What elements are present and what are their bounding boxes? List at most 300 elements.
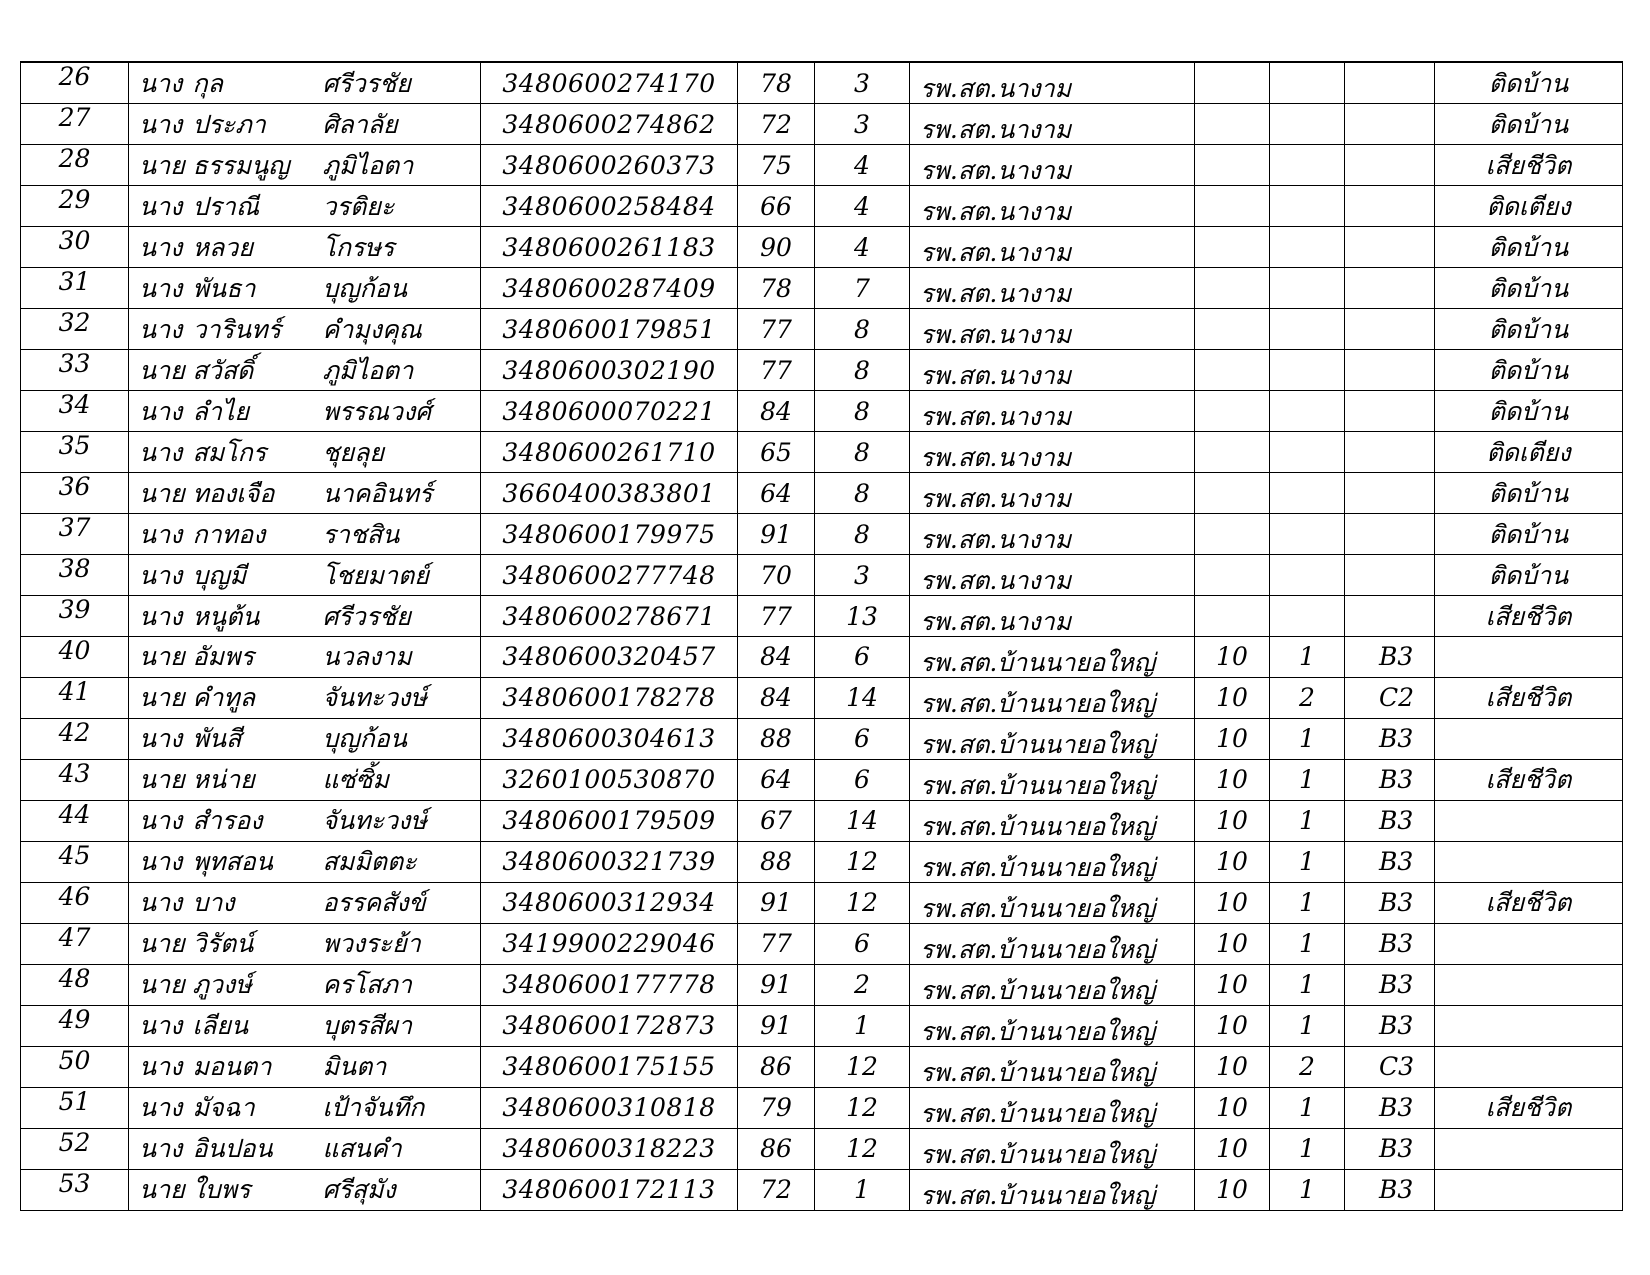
hospital-name-cell: รพ.สต.นางาม xyxy=(910,432,1195,473)
hospital-name-cell: รพ.สต.นางาม xyxy=(910,555,1195,596)
first-name-cell: มอนตา xyxy=(189,1047,319,1088)
row-number-cell: 31 xyxy=(21,268,129,309)
village-number-cell: 12 xyxy=(815,842,910,883)
group-code-cell: B3 xyxy=(1345,1088,1435,1129)
value-b-cell: 2 xyxy=(1270,1047,1345,1088)
age-cell: 66 xyxy=(738,186,815,227)
table-row xyxy=(21,473,1623,514)
age-cell: 72 xyxy=(738,1170,815,1211)
citizen-id-cell: 3480600318223 xyxy=(481,1129,738,1170)
group-code-cell: B3 xyxy=(1345,637,1435,678)
status-cell xyxy=(1435,1047,1623,1088)
value-b-cell: 1 xyxy=(1270,637,1345,678)
age-cell: 86 xyxy=(738,1129,815,1170)
table-row xyxy=(21,924,1623,965)
last-name-cell: โชยมาตย์ xyxy=(319,555,481,596)
age-cell: 70 xyxy=(738,555,815,596)
group-code-cell xyxy=(1345,350,1435,391)
last-name-cell: นวลงาม xyxy=(319,637,481,678)
hospital-name-cell: รพ.สต.บ้านนายอใหญ่ xyxy=(910,637,1195,678)
last-name-cell: พรรณวงศ์ xyxy=(319,391,481,432)
citizen-id-cell: 3480600175155 xyxy=(481,1047,738,1088)
hospital-name-cell: รพ.สต.นางาม xyxy=(910,227,1195,268)
status-cell: ติดบ้าน xyxy=(1435,309,1623,350)
first-name-cell: ใบพร xyxy=(189,1170,319,1211)
name-title-cell: นาย xyxy=(129,473,189,514)
village-number-cell: 2 xyxy=(815,965,910,1006)
value-a-cell: 10 xyxy=(1195,1006,1270,1047)
citizen-id-cell: 3480600172113 xyxy=(481,1170,738,1211)
last-name-cell: ศรีสุมัง xyxy=(319,1170,481,1211)
status-cell xyxy=(1435,637,1623,678)
table-row xyxy=(21,555,1623,596)
row-number-cell: 49 xyxy=(21,1006,129,1047)
village-number-cell: 1 xyxy=(815,1006,910,1047)
row-number-cell: 32 xyxy=(21,309,129,350)
status-cell xyxy=(1435,965,1623,1006)
village-number-cell: 12 xyxy=(815,883,910,924)
last-name-cell: ครโสภา xyxy=(319,965,481,1006)
table-row xyxy=(21,391,1623,432)
status-cell: ติดเตียง xyxy=(1435,186,1623,227)
group-code-cell xyxy=(1345,268,1435,309)
village-number-cell: 4 xyxy=(815,227,910,268)
status-cell: ติดบ้าน xyxy=(1435,514,1623,555)
last-name-cell: แสนคำ xyxy=(319,1129,481,1170)
last-name-cell: ภูมิไอตา xyxy=(319,350,481,391)
first-name-cell: สวัสดิ์ xyxy=(189,350,319,391)
age-cell: 67 xyxy=(738,801,815,842)
first-name-cell: ปราณี xyxy=(189,186,319,227)
name-title-cell: นาย xyxy=(129,760,189,801)
status-cell xyxy=(1435,924,1623,965)
citizen-id-cell: 3480600274170 xyxy=(481,62,738,104)
row-number-cell: 48 xyxy=(21,965,129,1006)
value-b-cell: 1 xyxy=(1270,883,1345,924)
citizen-id-cell: 3419900229046 xyxy=(481,924,738,965)
value-b-cell: 1 xyxy=(1270,924,1345,965)
hospital-name-cell: รพ.สต.นางาม xyxy=(910,309,1195,350)
age-cell: 84 xyxy=(738,637,815,678)
first-name-cell: บุญมี xyxy=(189,555,319,596)
village-number-cell: 4 xyxy=(815,186,910,227)
name-title-cell: นาย xyxy=(129,637,189,678)
age-cell: 77 xyxy=(738,309,815,350)
table-row xyxy=(21,1006,1623,1047)
value-a-cell: 10 xyxy=(1195,1047,1270,1088)
table-row xyxy=(21,842,1623,883)
citizen-id-cell: 3480600258484 xyxy=(481,186,738,227)
name-title-cell: นาย xyxy=(129,924,189,965)
group-code-cell: B3 xyxy=(1345,883,1435,924)
village-number-cell: 6 xyxy=(815,719,910,760)
value-a-cell: 10 xyxy=(1195,883,1270,924)
citizen-id-cell: 3480600179509 xyxy=(481,801,738,842)
table-row xyxy=(21,104,1623,145)
value-a-cell: 10 xyxy=(1195,924,1270,965)
group-code-cell: C3 xyxy=(1345,1047,1435,1088)
last-name-cell: วรติยะ xyxy=(319,186,481,227)
row-number-cell: 44 xyxy=(21,801,129,842)
row-number-cell: 50 xyxy=(21,1047,129,1088)
first-name-cell: ประภา xyxy=(189,104,319,145)
value-b-cell xyxy=(1270,309,1345,350)
status-cell xyxy=(1435,1129,1623,1170)
first-name-cell: สำรอง xyxy=(189,801,319,842)
village-number-cell: 1 xyxy=(815,1170,910,1211)
village-number-cell: 8 xyxy=(815,432,910,473)
last-name-cell: บุญก้อน xyxy=(319,719,481,760)
value-b-cell: 1 xyxy=(1270,965,1345,1006)
table-row xyxy=(21,309,1623,350)
village-number-cell: 3 xyxy=(815,104,910,145)
row-number-cell: 38 xyxy=(21,555,129,596)
name-title-cell: นาย xyxy=(129,1170,189,1211)
village-number-cell: 6 xyxy=(815,760,910,801)
table-row xyxy=(21,1088,1623,1129)
group-code-cell: C2 xyxy=(1345,678,1435,719)
value-a-cell xyxy=(1195,596,1270,637)
age-cell: 79 xyxy=(738,1088,815,1129)
group-code-cell xyxy=(1345,391,1435,432)
last-name-cell: ราชสิน xyxy=(319,514,481,555)
value-b-cell xyxy=(1270,62,1345,104)
last-name-cell: ศิลาลัย xyxy=(319,104,481,145)
first-name-cell: บาง xyxy=(189,883,319,924)
value-a-cell: 10 xyxy=(1195,1129,1270,1170)
value-a-cell: 10 xyxy=(1195,637,1270,678)
citizen-id-cell: 3480600287409 xyxy=(481,268,738,309)
village-number-cell: 3 xyxy=(815,62,910,104)
table-row xyxy=(21,1129,1623,1170)
last-name-cell: อรรคสังข์ xyxy=(319,883,481,924)
name-title-cell: นาง xyxy=(129,801,189,842)
status-cell: ติดบ้าน xyxy=(1435,350,1623,391)
row-number-cell: 41 xyxy=(21,678,129,719)
value-b-cell xyxy=(1270,227,1345,268)
village-number-cell: 7 xyxy=(815,268,910,309)
village-number-cell: 12 xyxy=(815,1129,910,1170)
value-b-cell: 1 xyxy=(1270,760,1345,801)
row-number-cell: 35 xyxy=(21,432,129,473)
hospital-name-cell: รพ.สต.นางาม xyxy=(910,268,1195,309)
hospital-name-cell: รพ.สต.บ้านนายอใหญ่ xyxy=(910,719,1195,760)
village-number-cell: 6 xyxy=(815,924,910,965)
hospital-name-cell: รพ.สต.นางาม xyxy=(910,104,1195,145)
age-cell: 86 xyxy=(738,1047,815,1088)
citizen-id-cell: 3480600260373 xyxy=(481,145,738,186)
first-name-cell: พันสี xyxy=(189,719,319,760)
name-title-cell: นาง xyxy=(129,1129,189,1170)
citizen-id-cell: 3480600278671 xyxy=(481,596,738,637)
age-cell: 75 xyxy=(738,145,815,186)
row-number-cell: 37 xyxy=(21,514,129,555)
group-code-cell: B3 xyxy=(1345,842,1435,883)
last-name-cell: ชุยลุย xyxy=(319,432,481,473)
hospital-name-cell: รพ.สต.นางาม xyxy=(910,62,1195,104)
table-row xyxy=(21,719,1623,760)
name-title-cell: นาง xyxy=(129,1006,189,1047)
age-cell: 91 xyxy=(738,883,815,924)
row-number-cell: 36 xyxy=(21,473,129,514)
name-title-cell: นาย xyxy=(129,145,189,186)
village-number-cell: 8 xyxy=(815,514,910,555)
group-code-cell: B3 xyxy=(1345,1006,1435,1047)
citizen-id-cell: 3480600274862 xyxy=(481,104,738,145)
age-cell: 84 xyxy=(738,678,815,719)
age-cell: 91 xyxy=(738,965,815,1006)
value-b-cell xyxy=(1270,514,1345,555)
citizen-id-cell: 3480600261710 xyxy=(481,432,738,473)
name-title-cell: นาง xyxy=(129,514,189,555)
status-cell: เสียชีวิต xyxy=(1435,760,1623,801)
value-b-cell xyxy=(1270,473,1345,514)
hospital-name-cell: รพ.สต.บ้านนายอใหญ่ xyxy=(910,801,1195,842)
first-name-cell: อินปอน xyxy=(189,1129,319,1170)
name-title-cell: นาย xyxy=(129,350,189,391)
row-number-cell: 26 xyxy=(21,62,129,104)
first-name-cell: มัจฉา xyxy=(189,1088,319,1129)
value-a-cell: 10 xyxy=(1195,1170,1270,1211)
citizen-id-cell: 3480600312934 xyxy=(481,883,738,924)
group-code-cell: B3 xyxy=(1345,1170,1435,1211)
group-code-cell xyxy=(1345,555,1435,596)
group-code-cell xyxy=(1345,62,1435,104)
name-title-cell: นาง xyxy=(129,104,189,145)
citizen-id-cell: 3480600179975 xyxy=(481,514,738,555)
name-title-cell: นาง xyxy=(129,186,189,227)
row-number-cell: 34 xyxy=(21,391,129,432)
first-name-cell: ลำไย xyxy=(189,391,319,432)
status-cell xyxy=(1435,842,1623,883)
citizen-id-cell: 3660400383801 xyxy=(481,473,738,514)
hospital-name-cell: รพ.สต.นางาม xyxy=(910,186,1195,227)
name-title-cell: นาง xyxy=(129,227,189,268)
value-b-cell xyxy=(1270,268,1345,309)
table-row xyxy=(21,227,1623,268)
last-name-cell: ศรีวรชัย xyxy=(319,62,481,104)
village-number-cell: 6 xyxy=(815,637,910,678)
status-cell: ติดบ้าน xyxy=(1435,227,1623,268)
first-name-cell: กาทอง xyxy=(189,514,319,555)
group-code-cell: B3 xyxy=(1345,965,1435,1006)
table-row xyxy=(21,596,1623,637)
last-name-cell: เป้าจันทึก xyxy=(319,1088,481,1129)
last-name-cell: บุญก้อน xyxy=(319,268,481,309)
first-name-cell: กุล xyxy=(189,62,319,104)
group-code-cell: B3 xyxy=(1345,801,1435,842)
citizen-id-cell: 3480600302190 xyxy=(481,350,738,391)
value-a-cell: 10 xyxy=(1195,678,1270,719)
citizen-id-cell: 3480600177778 xyxy=(481,965,738,1006)
value-b-cell: 1 xyxy=(1270,719,1345,760)
age-cell: 64 xyxy=(738,760,815,801)
status-cell: ติดบ้าน xyxy=(1435,268,1623,309)
status-cell: ติดบ้าน xyxy=(1435,391,1623,432)
value-a-cell xyxy=(1195,432,1270,473)
value-b-cell: 1 xyxy=(1270,1088,1345,1129)
first-name-cell: หนูต้น xyxy=(189,596,319,637)
group-code-cell: B3 xyxy=(1345,719,1435,760)
first-name-cell: คำทูล xyxy=(189,678,319,719)
value-a-cell: 10 xyxy=(1195,842,1270,883)
value-a-cell xyxy=(1195,268,1270,309)
status-cell: เสียชีวิต xyxy=(1435,145,1623,186)
value-a-cell xyxy=(1195,227,1270,268)
table-row xyxy=(21,1170,1623,1211)
group-code-cell xyxy=(1345,104,1435,145)
status-cell: ติดบ้าน xyxy=(1435,104,1623,145)
name-title-cell: นาง xyxy=(129,883,189,924)
table-row xyxy=(21,760,1623,801)
status-cell: เสียชีวิต xyxy=(1435,1088,1623,1129)
last-name-cell: ภูมิไอตา xyxy=(319,145,481,186)
hospital-name-cell: รพ.สต.นางาม xyxy=(910,391,1195,432)
row-number-cell: 53 xyxy=(21,1170,129,1211)
age-cell: 78 xyxy=(738,268,815,309)
age-cell: 90 xyxy=(738,227,815,268)
name-title-cell: นาง xyxy=(129,268,189,309)
value-a-cell xyxy=(1195,473,1270,514)
group-code-cell: B3 xyxy=(1345,760,1435,801)
first-name-cell: สมโกร xyxy=(189,432,319,473)
age-cell: 65 xyxy=(738,432,815,473)
name-title-cell: นาง xyxy=(129,842,189,883)
value-a-cell xyxy=(1195,309,1270,350)
village-number-cell: 8 xyxy=(815,473,910,514)
hospital-name-cell: รพ.สต.บ้านนายอใหญ่ xyxy=(910,965,1195,1006)
citizen-id-cell: 3480600179851 xyxy=(481,309,738,350)
first-name-cell: ทองเจือ xyxy=(189,473,319,514)
status-cell: ติดเตียง xyxy=(1435,432,1623,473)
first-name-cell: ภูวงษ์ xyxy=(189,965,319,1006)
hospital-name-cell: รพ.สต.บ้านนายอใหญ่ xyxy=(910,678,1195,719)
age-cell: 88 xyxy=(738,719,815,760)
group-code-cell xyxy=(1345,432,1435,473)
table-row xyxy=(21,62,1623,104)
age-cell: 91 xyxy=(738,1006,815,1047)
group-code-cell xyxy=(1345,514,1435,555)
value-a-cell xyxy=(1195,62,1270,104)
last-name-cell: มินตา xyxy=(319,1047,481,1088)
hospital-name-cell: รพ.สต.บ้านนายอใหญ่ xyxy=(910,1047,1195,1088)
citizen-id-cell: 3480600277748 xyxy=(481,555,738,596)
table-row xyxy=(21,965,1623,1006)
last-name-cell: บุตรสีผา xyxy=(319,1006,481,1047)
row-number-cell: 29 xyxy=(21,186,129,227)
table-row xyxy=(21,350,1623,391)
name-title-cell: นาง xyxy=(129,62,189,104)
village-number-cell: 4 xyxy=(815,145,910,186)
citizen-id-cell: 3480600070221 xyxy=(481,391,738,432)
first-name-cell: อัมพร xyxy=(189,637,319,678)
age-cell: 64 xyxy=(738,473,815,514)
table-row xyxy=(21,268,1623,309)
value-a-cell: 10 xyxy=(1195,965,1270,1006)
village-number-cell: 13 xyxy=(815,596,910,637)
citizen-id-cell: 3480600320457 xyxy=(481,637,738,678)
first-name-cell: เลียน xyxy=(189,1006,319,1047)
name-title-cell: นาง xyxy=(129,1088,189,1129)
value-b-cell xyxy=(1270,391,1345,432)
row-number-cell: 42 xyxy=(21,719,129,760)
name-title-cell: นาย xyxy=(129,965,189,1006)
table-row xyxy=(21,883,1623,924)
value-b-cell xyxy=(1270,145,1345,186)
table-row xyxy=(21,1047,1623,1088)
last-name-cell: สมมิตตะ xyxy=(319,842,481,883)
group-code-cell xyxy=(1345,145,1435,186)
last-name-cell: จันทะวงษ์ xyxy=(319,678,481,719)
row-number-cell: 40 xyxy=(21,637,129,678)
row-number-cell: 52 xyxy=(21,1129,129,1170)
group-code-cell xyxy=(1345,186,1435,227)
name-title-cell: นาง xyxy=(129,596,189,637)
value-a-cell xyxy=(1195,391,1270,432)
village-number-cell: 8 xyxy=(815,350,910,391)
first-name-cell: ธรรมนูญ xyxy=(189,145,319,186)
name-title-cell: นาง xyxy=(129,432,189,473)
first-name-cell: หลวย xyxy=(189,227,319,268)
last-name-cell: จันทะวงษ์ xyxy=(319,801,481,842)
table-row xyxy=(21,432,1623,473)
status-cell: เสียชีวิต xyxy=(1435,883,1623,924)
group-code-cell: B3 xyxy=(1345,1129,1435,1170)
hospital-name-cell: รพ.สต.นางาม xyxy=(910,473,1195,514)
age-cell: 72 xyxy=(738,104,815,145)
hospital-name-cell: รพ.สต.บ้านนายอใหญ่ xyxy=(910,760,1195,801)
last-name-cell: โกรษร xyxy=(319,227,481,268)
last-name-cell: คำมุงคุณ xyxy=(319,309,481,350)
first-name-cell: วารินทร์ xyxy=(189,309,319,350)
name-title-cell: นาง xyxy=(129,719,189,760)
value-b-cell xyxy=(1270,350,1345,391)
first-name-cell: พุทสอน xyxy=(189,842,319,883)
status-cell: ติดบ้าน xyxy=(1435,62,1623,104)
age-cell: 84 xyxy=(738,391,815,432)
status-cell xyxy=(1435,801,1623,842)
hospital-name-cell: รพ.สต.บ้านนายอใหญ่ xyxy=(910,1170,1195,1211)
hospital-name-cell: รพ.สต.นางาม xyxy=(910,514,1195,555)
first-name-cell: หน่าย xyxy=(189,760,319,801)
value-a-cell: 10 xyxy=(1195,760,1270,801)
status-cell: เสียชีวิต xyxy=(1435,596,1623,637)
group-code-cell xyxy=(1345,596,1435,637)
last-name-cell: แซ่ซิ้ม xyxy=(319,760,481,801)
name-title-cell: นาง xyxy=(129,1047,189,1088)
last-name-cell: ศรีวรชัย xyxy=(319,596,481,637)
value-b-cell xyxy=(1270,186,1345,227)
row-number-cell: 39 xyxy=(21,596,129,637)
status-cell: เสียชีวิต xyxy=(1435,678,1623,719)
hospital-name-cell: รพ.สต.บ้านนายอใหญ่ xyxy=(910,1129,1195,1170)
citizen-id-cell: 3260100530870 xyxy=(481,760,738,801)
value-a-cell: 10 xyxy=(1195,719,1270,760)
value-b-cell: 2 xyxy=(1270,678,1345,719)
table-row xyxy=(21,514,1623,555)
hospital-name-cell: รพ.สต.บ้านนายอใหญ่ xyxy=(910,924,1195,965)
value-b-cell xyxy=(1270,432,1345,473)
table-row xyxy=(21,186,1623,227)
row-number-cell: 47 xyxy=(21,924,129,965)
citizen-id-cell: 3480600261183 xyxy=(481,227,738,268)
name-title-cell: นาง xyxy=(129,555,189,596)
value-b-cell: 1 xyxy=(1270,1006,1345,1047)
table-row xyxy=(21,637,1623,678)
value-b-cell: 1 xyxy=(1270,1129,1345,1170)
village-number-cell: 3 xyxy=(815,555,910,596)
first-name-cell: วิรัตน์ xyxy=(189,924,319,965)
